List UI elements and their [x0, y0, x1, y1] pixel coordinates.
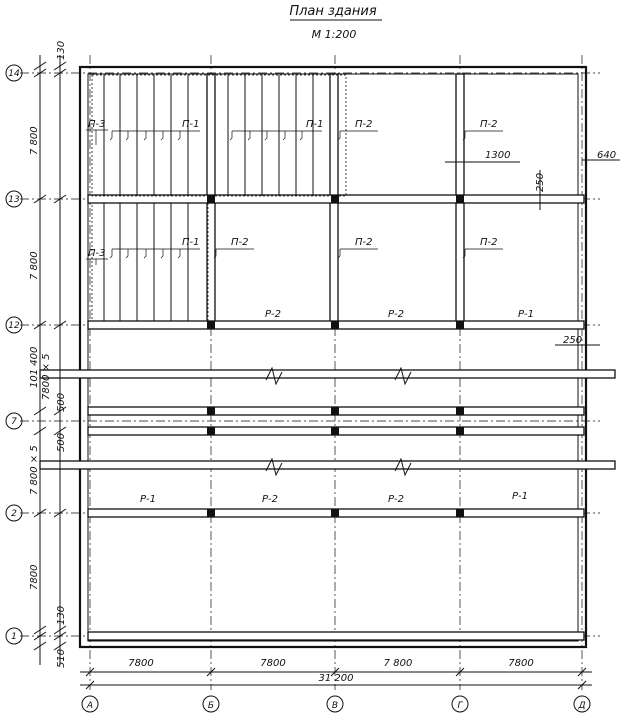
axis-bubble-label: Д	[578, 701, 586, 711]
hook	[300, 131, 302, 140]
dim-101400: 101 400	[29, 346, 40, 388]
column	[207, 509, 215, 517]
axis-marker-row	[6, 191, 22, 207]
hook	[265, 131, 267, 140]
label-p2: П-2	[480, 119, 498, 130]
hook	[110, 249, 112, 258]
axis-bubble-label: 13	[8, 195, 20, 205]
axis-marker-row	[6, 505, 22, 521]
axis-marker-col	[574, 696, 590, 712]
label-r2: Р-2	[388, 309, 405, 320]
label-r2: Р-2	[262, 494, 279, 505]
axis-bubble-label: 1	[11, 632, 17, 642]
dim-500-upper: 500	[56, 392, 67, 412]
label-r1: Р-1	[512, 491, 529, 502]
dim-bay-gd: 7800	[508, 658, 534, 669]
dim-7800x5-lower: 7 800 × 5	[29, 445, 40, 495]
label-p2: П-2	[231, 237, 249, 248]
hook	[144, 249, 146, 258]
column	[456, 509, 464, 517]
column-axis-markers	[82, 696, 590, 712]
dim-640: 640	[597, 150, 617, 161]
hook	[161, 131, 163, 140]
hook	[248, 131, 250, 140]
label-p3: П-3	[88, 119, 106, 130]
column	[207, 427, 215, 435]
hook	[178, 249, 180, 258]
hook	[126, 249, 128, 258]
axis-bubble-label: А	[86, 701, 94, 711]
label-p1: П-1	[182, 119, 200, 130]
label-p1: П-1	[182, 237, 200, 248]
column	[456, 195, 464, 203]
axis-marker-col	[203, 696, 219, 712]
dim-bay-vg: 7 800	[383, 658, 413, 669]
label-r1: Р-1	[518, 309, 535, 320]
dim-510: 510	[56, 648, 67, 668]
row-axis-lines	[20, 73, 600, 636]
drawing-title: План здания	[289, 4, 377, 19]
left-dimension-chain	[29, 41, 67, 668]
column	[207, 195, 215, 203]
dim-500-lower: 500	[56, 432, 67, 452]
hook	[283, 131, 285, 140]
axis-bubble-label: 7	[11, 417, 17, 427]
axis-bubble-label: 12	[8, 321, 20, 331]
column	[331, 509, 339, 517]
axis-bubble-label: 14	[8, 69, 20, 79]
column	[207, 321, 215, 329]
label-r2: Р-2	[388, 494, 405, 505]
axis-marker-row	[6, 413, 22, 429]
column	[331, 321, 339, 329]
bottom-dimension-chain	[80, 658, 592, 689]
hook	[178, 131, 180, 140]
dim-total: 31 200	[318, 673, 354, 684]
dim-bay-bv: 7800	[260, 658, 286, 669]
dim-7800x5-upper: 7800 × 5	[41, 353, 52, 400]
column	[456, 427, 464, 435]
break-symbols	[266, 368, 411, 475]
hook	[230, 131, 232, 140]
axis-marker-col	[327, 696, 343, 712]
label-p1: П-1	[306, 119, 324, 130]
label-p2: П-2	[480, 237, 498, 248]
axis-marker-col	[452, 696, 468, 712]
slab-zone-outline	[92, 203, 208, 321]
label-p3: П-3	[88, 248, 106, 259]
dim-130-top: 130	[56, 40, 67, 60]
dim-7800: 7 800	[29, 251, 40, 280]
element-labels	[86, 119, 534, 505]
column	[331, 407, 339, 415]
dim-130-bottom: 130	[56, 605, 67, 625]
label-p2: П-2	[355, 237, 373, 248]
axis-bubble-label: Б	[207, 701, 215, 711]
dim-7800: 7 800	[29, 126, 40, 155]
slab-zone-outline	[92, 75, 346, 196]
dim-7800: 7800	[29, 564, 40, 590]
hook	[144, 131, 146, 140]
axis-marker-row	[6, 65, 22, 81]
column	[456, 407, 464, 415]
column	[456, 321, 464, 329]
axis-marker-col	[82, 696, 98, 712]
axis-bubble-label: 2	[11, 509, 17, 519]
hook	[110, 131, 112, 140]
beam-row-1	[88, 632, 584, 640]
label-r2: Р-2	[265, 309, 282, 320]
column	[331, 427, 339, 435]
dim-250-lower: 250	[563, 335, 583, 346]
column	[207, 407, 215, 415]
beam-break-upper	[40, 370, 615, 378]
axis-bubble-label: Г	[457, 701, 463, 711]
column	[331, 195, 339, 203]
row-axis-markers	[6, 65, 22, 644]
dim-1300: 1300	[485, 150, 511, 161]
horizontal-beams	[40, 195, 615, 640]
hook	[161, 249, 163, 258]
label-r1: Р-1	[140, 494, 157, 505]
axis-bubble-label: В	[331, 701, 339, 711]
axis-marker-row	[6, 628, 22, 644]
dim-250-upper: 250	[535, 172, 546, 192]
drawing-scale: М 1:200	[311, 28, 357, 41]
label-p2: П-2	[355, 119, 373, 130]
dim-bay-ab: 7800	[128, 658, 154, 669]
beam-break-lower	[40, 461, 615, 469]
axis-marker-row	[6, 317, 22, 333]
hook	[126, 131, 128, 140]
